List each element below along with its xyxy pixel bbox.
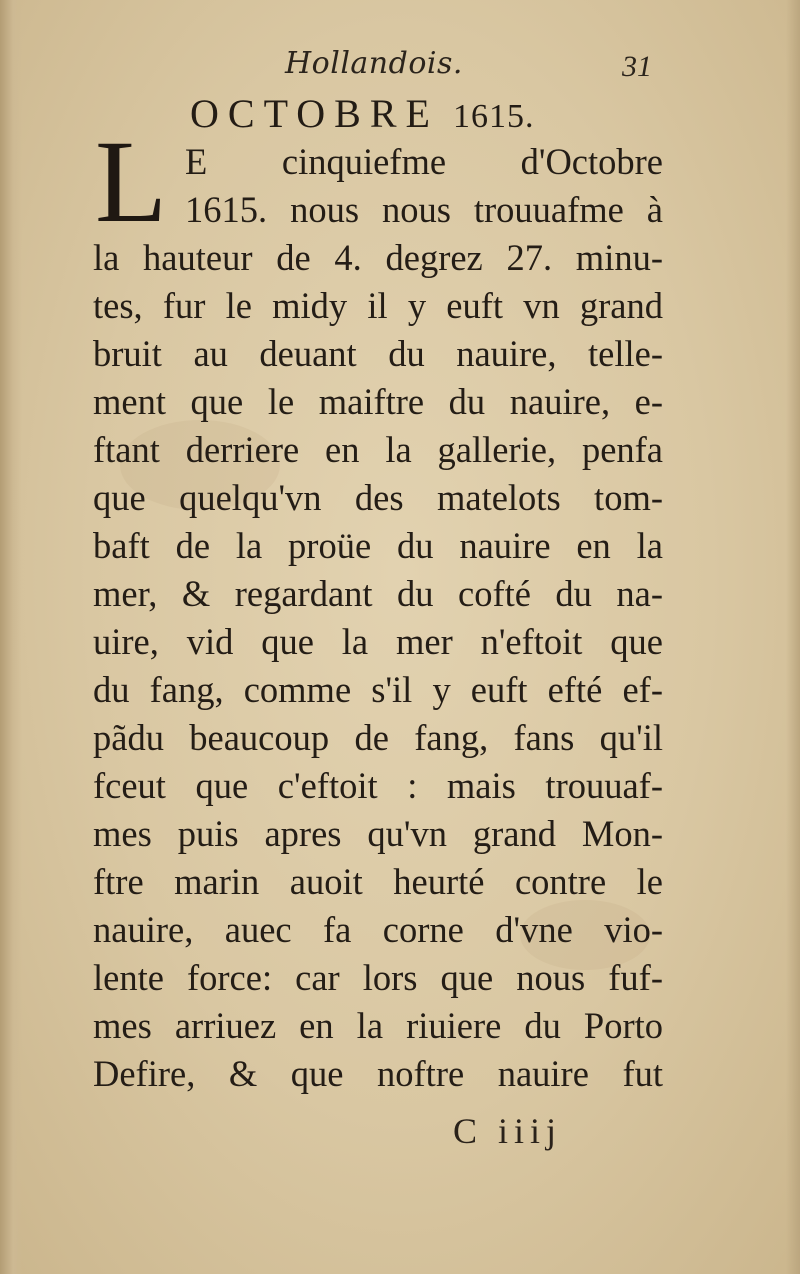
text-line: bruit au deuant du nauire, telle-: [93, 333, 663, 374]
text-line: 1615. nous nous trouuafme à: [185, 189, 663, 230]
text-line: que quelqu'vn des matelots tom-: [93, 477, 663, 518]
chapter-heading: [190, 90, 534, 137]
text-line: du fang, comme s'il y euft efté ef-: [93, 669, 663, 710]
text-line: la hauteur de 4. degrez 27. minu-: [93, 237, 663, 278]
signature-mark: C iiij: [453, 1111, 563, 1151]
page-right-edge: [786, 0, 800, 1274]
text-line: nauire, auec fa corne d'vne vio-: [93, 909, 663, 950]
text-line: mes puis apres qu'vn grand Mon-: [93, 813, 663, 854]
text-line: tes, fur le midy il y euft vn grand: [93, 285, 663, 326]
running-head: Hollandois.: [285, 46, 463, 81]
drop-cap: L: [95, 116, 168, 247]
text-line: ftant derriere en la gallerie, penfa: [93, 429, 663, 470]
text-line: uire, vid que la mer n'eftoit que: [93, 621, 663, 662]
text-line: ftre marin auoit heurté contre le: [93, 861, 663, 902]
text-line: fceut que c'eftoit : mais trouuaf-: [93, 765, 663, 806]
text-line: mer, & regardant du cofté du na-: [93, 573, 663, 614]
text-line: mes arriuez en la riuiere du Porto: [93, 1005, 663, 1046]
text-line: Defire, & que noftre nauire fut: [93, 1053, 663, 1094]
text-line: E cinquiefme d'Octobre: [185, 141, 663, 182]
text-line: baft de la proüe du nauire en la: [93, 525, 663, 566]
heading-year: 1615.: [452, 98, 535, 135]
page-left-edge: [0, 0, 22, 1274]
page-number: 31: [622, 50, 652, 83]
text-line: lente force: car lors que nous fuf-: [93, 957, 663, 998]
text-line: pãdu beaucoup de fang, fans qu'il: [93, 717, 663, 758]
text-line: ment que le maiftre du nauire, e-: [93, 381, 663, 422]
heading-month: OCTOBRE: [190, 91, 439, 136]
